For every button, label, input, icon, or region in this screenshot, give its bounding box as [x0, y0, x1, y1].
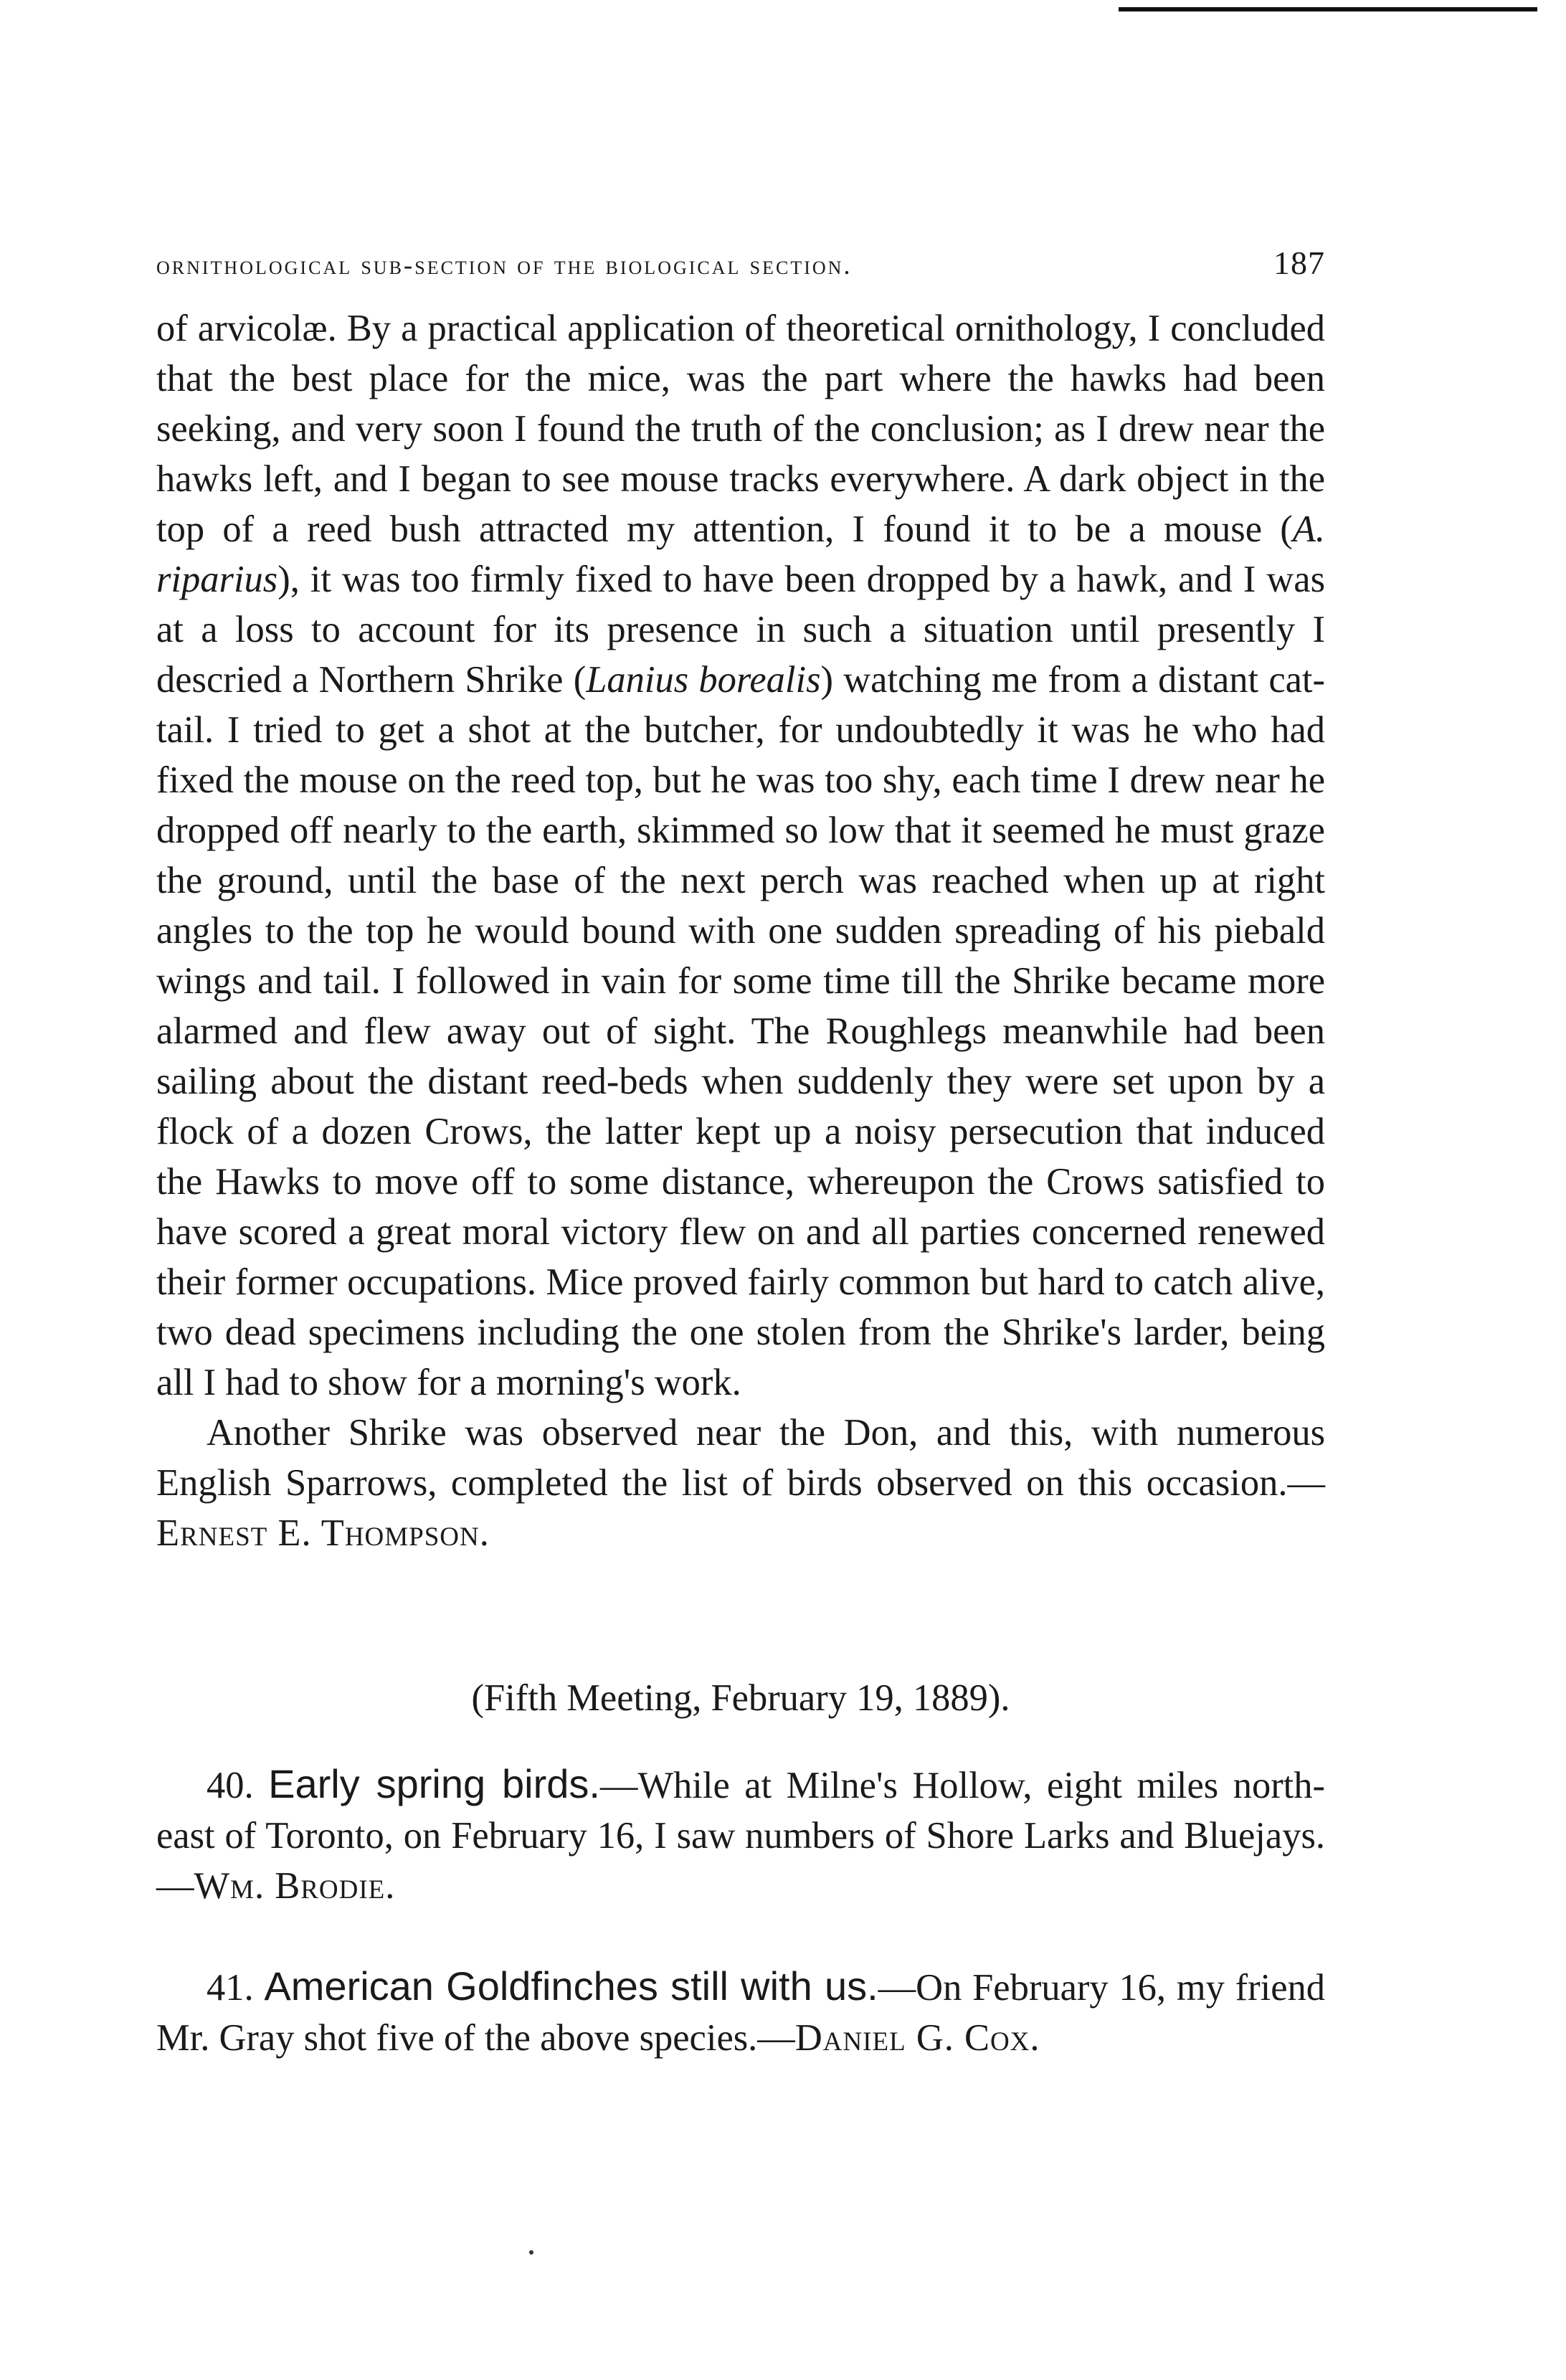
author-signature: Daniel G. Cox.	[794, 2017, 1040, 2059]
author-signature: Ernest E. Thompson.	[156, 1512, 490, 1554]
note-body: —While at Milne's Hollow, eight miles north-east of Toronto, on February 16, I saw numbers of Shore Larks and Bluejays.—	[156, 1765, 1325, 1907]
running-title: ornithological sub-section of the biological section.	[156, 251, 853, 280]
paragraph-shrike	[156, 1408, 1325, 1558]
paragraph-text: ) watching me from a distant cat-tail. I tried to get a shot at the butcher, for undoubtedly it was he who had fixed the mouse on the reed top, but he was too shy, each time I drew near he dropped off nearly to the earth, skimmed so low that it seemed he must graze the ground, until the base of the next perch was reached when up at right angles to the top he would bound with one sudden spreading of his piebald wings and tail. I followed in vain for some time till the Shrike became more alarmed and flew away out of sight. The Roughlegs meanwhile had been sailing about the distant reed-beds when suddenly they were set upon by a flock of a dozen Crows, the latter kept up a noisy persecution that induced the Hawks to move off to some distance, whereupon the Crows satisfied to have scored a great moral victory flew on and all parties concerned renewed their former occupations. Mice proved fairly common but hard to catch alive, two dead specimens including the one stolen from the Shrike's larder, being all I had to show for a morning's work.	[156, 659, 1325, 1403]
paragraph-continuation	[156, 303, 1325, 1408]
top-rule	[1119, 7, 1537, 11]
stray-mark	[529, 2250, 533, 2255]
note-number: 41.	[207, 1967, 254, 2009]
page-number: 187	[1273, 245, 1325, 281]
note-body: —On February 16, my friend Mr. Gray shot five of the above species.—	[156, 1967, 1326, 2059]
running-head	[156, 244, 1325, 282]
note-title: American Goldfinches still with us.	[264, 1963, 878, 2009]
body-text	[156, 303, 1325, 2063]
note-41	[156, 1961, 1325, 2063]
species-name: Lanius borealis	[586, 659, 821, 701]
meeting-heading: (Fifth Meeting, February 19, 1889).	[471, 1677, 1010, 1719]
page	[156, 244, 1325, 2063]
note-title: Early spring birds.	[268, 1761, 600, 1806]
paragraph-text: of arvicolæ. By a practical application of theoretical ornithology, I concluded that the best place for the mice, was the part where the hawks had been seeking, and very soon I found the truth of the conclusion; as I drew near the hawks left, and I began to see mouse tracks everywhere. A dark object in the top of a reed bush attracted my attention, I found it to be a mouse (	[156, 308, 1325, 550]
note-40	[156, 1759, 1325, 1911]
paragraph-text: ), it was too firmly fixed to have been dropped by a hawk, and I was at a loss to account for its presence in such a situation until presently I descried a Northern Shrike (	[156, 559, 1325, 701]
species-name: A. riparius	[156, 508, 1325, 600]
author-signature: Wm. Brodie.	[194, 1865, 396, 1907]
note-number: 40.	[207, 1765, 254, 1806]
paragraph-text: Another Shrike was observed near the Don, and this, with numerous English Sparrows, completed the list of birds observed on this occasion.—	[156, 1412, 1325, 1504]
